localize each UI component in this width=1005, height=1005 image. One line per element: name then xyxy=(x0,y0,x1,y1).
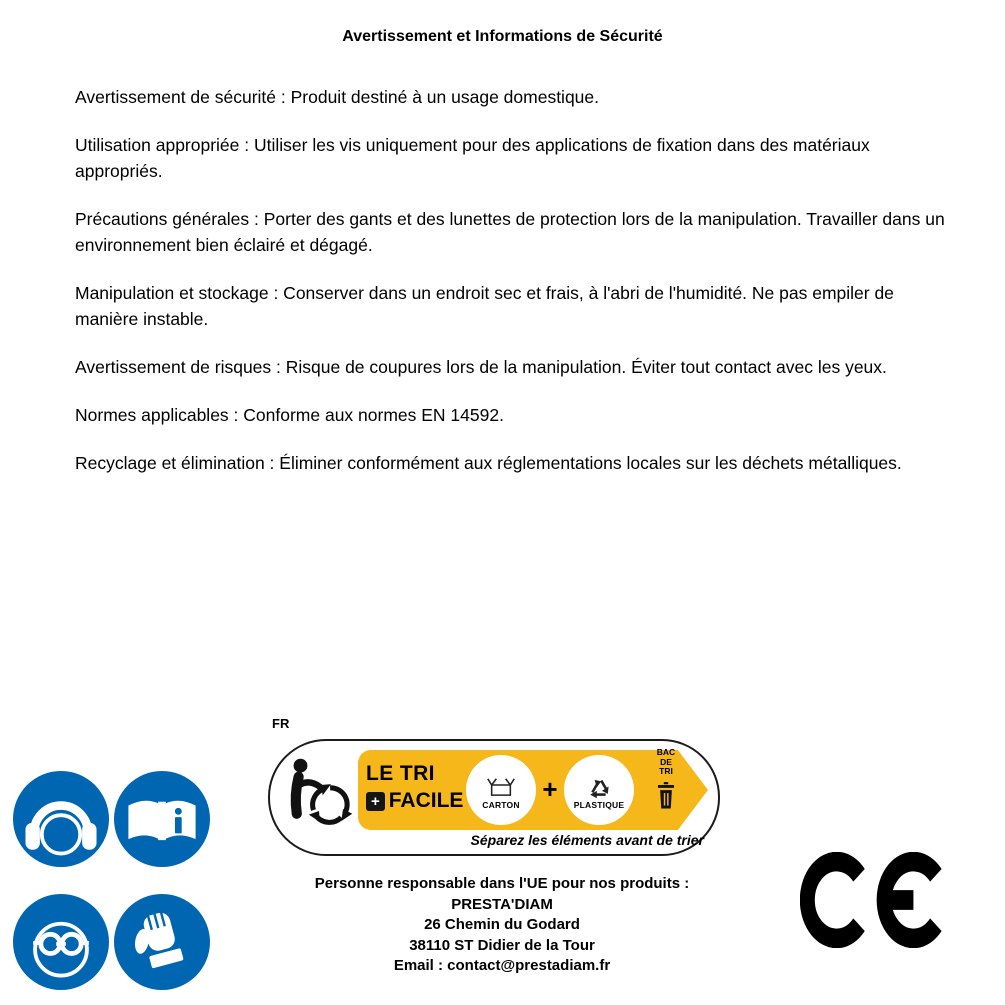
wear-ear-protection-icon xyxy=(13,771,109,867)
paragraph-recycling: Recyclage et élimination : Éliminer conformément aux réglementations locales sur les déchets métalliques. xyxy=(75,453,902,473)
document-body xyxy=(75,84,957,498)
sorting-tagline: Séparez les éléments avant de trier xyxy=(470,832,704,848)
material-label: CARTON xyxy=(482,799,520,810)
eu-contact-block xyxy=(252,874,752,977)
bac-de-tri-text: BAC DE TRI xyxy=(656,747,676,776)
paragraph-appropriate-use: Utilisation appropriée : Utiliser les vis uniquement pour des applications de fixation dans des matériaux appropriés. xyxy=(75,135,870,181)
paragraph-risk-warning: Avertissement de risques : Risque de coupures lors de la manipulation. Éviter tout contact avec les yeux. xyxy=(75,357,887,377)
material-carton xyxy=(466,755,536,825)
company-name: PRESTA'DIAM xyxy=(451,895,553,913)
plus-separator: + xyxy=(542,774,558,804)
ce-marking-logo xyxy=(800,852,950,948)
responsible-line: Personne responsable dans l'UE pour nos produits : xyxy=(314,875,690,892)
mandatory-safety-icons xyxy=(13,771,210,990)
contact-email: Email : contact@prestadiam.fr xyxy=(393,957,611,974)
address-line-2: 38110 ST Didier de la Tour xyxy=(409,936,595,954)
document-title: Avertissement et Informations de Sécurité xyxy=(342,28,663,45)
read-instruction-manual-icon xyxy=(114,771,210,867)
le-tri-facile-wordmark xyxy=(366,762,463,813)
address-line-1: 26 Chemin du Godard xyxy=(424,916,580,933)
paragraph-handling-storage: Manipulation et stockage : Conserver dans un endroit sec et frais, à l'abri de l'humidité. Ne pas empiler de manière instable. xyxy=(75,283,894,329)
le-tri-text: LE TRI xyxy=(366,762,435,785)
facile-text: FACILE xyxy=(388,789,464,812)
paragraph-general-precautions: Précautions générales : Porter des gants et des lunettes de protection lors de la manipulation. Travailler dans un environnement bien éclairé et dégagé. xyxy=(75,209,945,255)
sorting-bin-icon xyxy=(655,778,677,814)
plus-badge: + xyxy=(366,792,385,811)
material-label: PLASTIQUE xyxy=(573,799,625,810)
material-plastique xyxy=(564,755,634,825)
paragraph-safety-warning: Avertissement de sécurité : Produit destiné à un usage domestique. xyxy=(75,87,600,107)
wear-protective-gloves-icon xyxy=(114,894,210,990)
triman-sorting-banner xyxy=(268,739,720,856)
country-label: FR xyxy=(272,716,290,731)
plastic-recycling-icon xyxy=(581,771,617,799)
wear-eye-protection-icon xyxy=(13,894,109,990)
carton-box-icon xyxy=(482,771,520,799)
paragraph-standards: Normes applicables : Conforme aux normes EN 14592. xyxy=(75,405,504,425)
triman-icon xyxy=(282,756,356,840)
